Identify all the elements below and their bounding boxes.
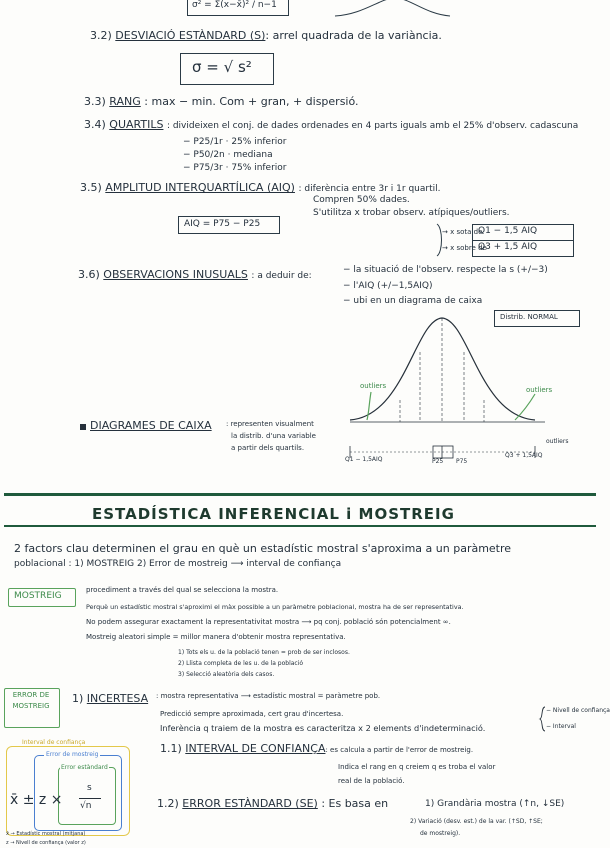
section-number: 1.1): [160, 742, 182, 755]
foot-note-2: z → Nivell de confiança (valor z): [6, 840, 86, 846]
section-number: 3.2): [90, 29, 112, 42]
error-tag: ERROR DE MOSTREIG: [12, 691, 50, 710]
section-desc: : a deduir de:: [251, 271, 312, 281]
diagrames-desc-3: a partir dels quartils.: [231, 444, 305, 452]
section-title: AMPLITUD INTERQUARTÍLICA (AIQ): [105, 181, 295, 194]
distrib-normal-label: Distrib. NORMAL: [500, 313, 558, 321]
sec-1-2-item-2b: de mostreig).: [420, 830, 461, 837]
diagrames-desc-1: : representen visualment: [226, 420, 314, 428]
section-3-4: [84, 118, 578, 131]
section-desc: : Es basa en: [321, 797, 389, 810]
outliers-left-label: outliers: [360, 382, 387, 390]
section-desc: : es calcula a partir de l'error de mostreig.: [325, 746, 474, 754]
incertesa-line-3: Inferència q traiem de la mostra es caracteritza x 2 elements d'indeterminació.: [160, 723, 486, 733]
interval-label: − Interval: [546, 723, 576, 730]
ci-title: Interval de confiança: [22, 739, 86, 746]
small-curve-sketch: [335, 0, 455, 20]
incertesa-title: INCERTESA: [86, 692, 149, 705]
section-desc: : diferència entre 3r i 1r quartil.: [298, 184, 441, 194]
aiq-below-value: Q1 − 1,5 AIQ: [478, 226, 538, 236]
mostreig-line-2: Perquè un estadístic mostral s'aproximi el màx possible a un paràmetre poblacional, mostra ha de ser representativa.: [86, 603, 464, 611]
aiq-formula: AIQ = P75 − P25: [184, 219, 261, 229]
mostreig-step-1: 1) Tots els u. de la població tenen = prob de ser inclosos.: [178, 649, 350, 656]
sec-1-2-item-1: 1) Grandària mostra (↑n, ↓SE): [425, 799, 565, 809]
section-divider-top: [4, 493, 596, 496]
section-number: 3.3): [84, 95, 106, 108]
aiq-line-3: S'utilitza x trobar observ. atípiques/outliers.: [313, 208, 510, 218]
section-desc: : max − min. Com + gran, + dispersió.: [144, 95, 359, 108]
outliers-right-label: outliers: [526, 386, 553, 394]
ci-green-box: [58, 767, 116, 825]
ci-s: s: [87, 783, 92, 793]
bullet-square: [80, 424, 86, 430]
ci-formula-left: x̄ ± z ×: [10, 792, 63, 808]
section-desc: : arrel quadrada de la variància.: [265, 29, 442, 42]
section-title: RANG: [109, 95, 141, 108]
section-3-2: [90, 29, 442, 42]
inferencial-intro-2: poblacional : 1) MOSTREIG 2) Error de mostreig ⟶ interval de confiança: [14, 559, 342, 569]
quartil-item-3: − P75/3r · 75% inferior: [183, 163, 287, 173]
section-title: QUARTILS: [109, 118, 164, 131]
section-number: 3.6): [78, 268, 100, 281]
aiq-below-label: → x sota de: [442, 228, 483, 236]
section-3-3: [84, 95, 359, 108]
q3-whisker-label: Q3 + 1,5AIQ: [505, 452, 543, 459]
section-divider-bottom: [4, 525, 596, 527]
section-number: 3.4): [84, 118, 106, 131]
section-title: OBSERVACIONS INUSUALS: [103, 268, 248, 281]
diagrames-desc-2: la distrib. d'una variable: [231, 432, 316, 440]
incertesa-line-2: Predicció sempre aproximada, cert grau d'incertesa.: [160, 710, 344, 718]
section-number: 3.5): [80, 181, 102, 194]
q1-whisker-label: Q1 − 1,5AIQ: [345, 456, 383, 463]
incertesa-number: 1): [72, 692, 84, 705]
ci-root: √n: [80, 801, 92, 811]
std-formula: σ = √ s²: [192, 58, 252, 76]
section-1-2: [157, 797, 388, 810]
outliers-box-label: outliers: [546, 438, 569, 445]
variance-formula: σ² = Σ(x−x̄)² / n−1: [192, 0, 277, 10]
section-desc: : divideixen el conj. de dades ordenades en 4 parts iguals amb el 25% d'observ. cadascuna: [166, 121, 579, 131]
diagrames-title: DIAGRAMES DE CAIXA: [90, 419, 212, 432]
incertesa-line-1: : mostra representativa ⟶ estadístic mostral = paràmetre pob.: [156, 692, 381, 700]
sec-1-1-line-3: real de la població.: [338, 777, 405, 785]
mostreig-line-4: Mostreig aleatori simple = millor manera d'obtenir mostra representativa.: [86, 633, 346, 641]
outlier-arrow-right: [515, 394, 535, 420]
incertesa-heading: [72, 692, 148, 705]
ci-se-label: Error estàndard: [61, 764, 108, 771]
aiq-line-2: Compren 50% dades.: [313, 195, 410, 205]
nivell-label: − Nivell de confiança: [546, 707, 610, 714]
mostreig-step-3: 3) Selecció aleatòria dels casos.: [178, 671, 275, 678]
p25-label: P25: [432, 458, 444, 465]
ci-error-label: Error de mostreig: [46, 751, 99, 758]
quartil-item-1: − P25/1r · 25% inferior: [183, 137, 287, 147]
section-1-1: [160, 742, 473, 755]
inferencial-title: ESTADÍSTICA INFERENCIAL i MOSTREIG: [92, 505, 455, 523]
unusual-item-2: − l'AIQ (+/−1,5AIQ): [343, 281, 433, 291]
sec-1-1-line-2: Indica el rang en q creiem q es troba el valor: [338, 763, 496, 771]
section-3-6: [78, 268, 312, 281]
normal-curve: [350, 318, 535, 420]
sec-1-2-item-2: 2) Variació (desv. est.) de la var. (↑SD, ↑SE;: [410, 818, 543, 825]
mostreig-step-2: 2) Llista completa de les u. de la població: [178, 660, 304, 667]
section-title: DESVIACIÓ ESTÀNDARD (S): [115, 29, 266, 42]
aiq-above-label: → x sobre de: [442, 244, 487, 252]
p75-label: P75: [456, 458, 468, 465]
mostreig-line-1: procediment a través del qual se selecciona la mostra.: [86, 586, 279, 594]
foot-note-1: x̄ → Estadístic mostral (mitjana): [6, 831, 86, 837]
aiq-above-value: Q3 + 1,5 AIQ: [478, 242, 538, 252]
mostreig-tag: MOSTREIG: [14, 591, 62, 601]
section-number: 1.2): [157, 797, 179, 810]
inferencial-intro-1: 2 factors clau determinen el grau en què un estadístic mostral s'aproxima a un paràmetre: [14, 542, 512, 555]
section-title: ERROR ESTÀNDARD (SE): [182, 797, 318, 810]
outlier-arrow-left: [367, 392, 371, 420]
section-title: INTERVAL DE CONFIANÇA: [185, 742, 326, 755]
mostreig-line-3: No podem assegurar exactament la representativitat mostra ⟶ pq conj. població són potencialment ∞.: [86, 618, 451, 626]
quartil-item-2: − P50/2n · mediana: [183, 150, 273, 160]
unusual-item-3: − ubi en un diagrama de caixa: [343, 296, 483, 306]
ci-fraction-bar: [79, 798, 101, 799]
section-3-5: [80, 181, 440, 194]
unusual-item-1: − la situació de l'observ. respecte la s (+/−3): [343, 265, 548, 275]
